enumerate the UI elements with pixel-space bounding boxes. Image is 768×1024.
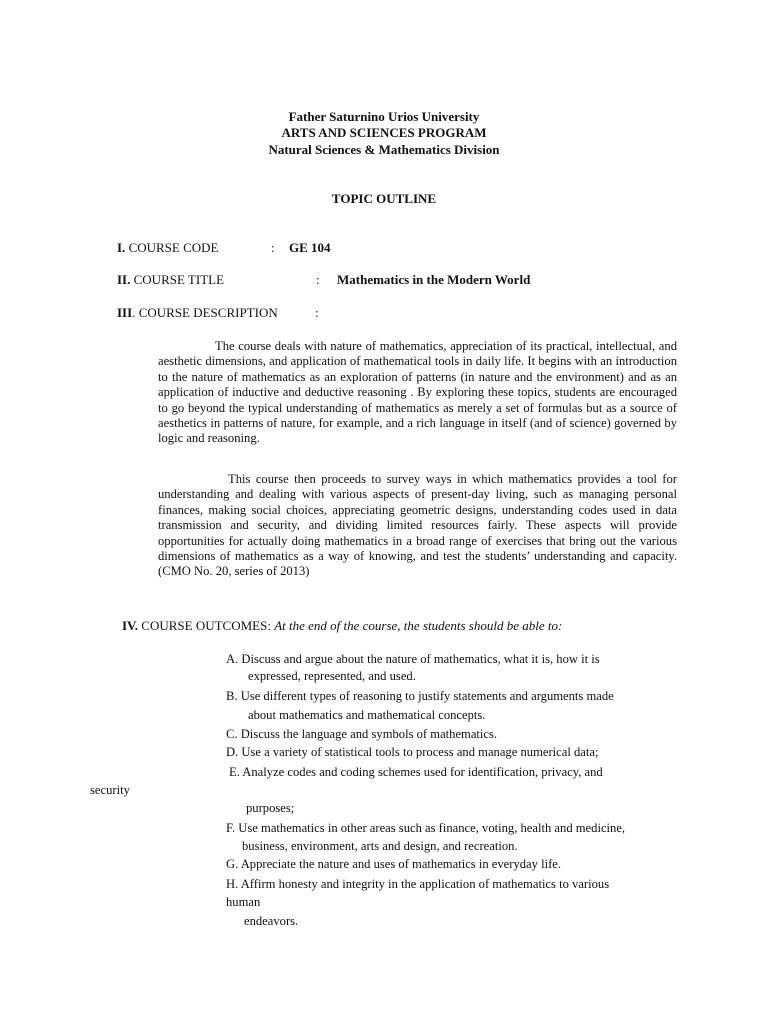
outcome-a-line-1: A. Discuss and argue about the nature of mathematics, what it is, how it is [226, 652, 600, 666]
description-paragraph-2: This course then proceeds to survey ways in which mathematics provides a tool for understanding and dealing with various aspects of present-day living, such as managing personal finances, making social choices, appreciating geometric designs, understanding codes used in data transmission and security, and dividing limited resources fairly. These aspects will provide opportunities for actually doing mathematics in a broad range of exercises that bring out the various dimensions of mathematics as a way of knowing, and test the students’ understanding and capacity. (CMO No. 20, series of 2013) [158, 472, 677, 579]
outcome-h-line-1: H. Affirm honesty and integrity in the application of mathematics to various [226, 877, 610, 891]
program-name: ARTS AND SCIENCES PROGRAM [281, 125, 487, 140]
university-name: Father Saturnino Urios University [288, 109, 480, 124]
course-outcomes-number: IV. [122, 618, 139, 633]
outcome-b-line-2: about mathematics and mathematical concepts. [248, 708, 486, 722]
course-title-separator: : [316, 272, 320, 287]
course-title-row [117, 272, 224, 288]
course-code-label: COURSE CODE [128, 240, 219, 255]
outcome-d: D. Use a variety of statistical tools to process and manage numerical data; [226, 745, 599, 759]
course-code-number: I. [117, 240, 126, 255]
outcome-e-line-3: purposes; [246, 801, 295, 815]
course-outcomes-label: COURSE OUTCOMES: [141, 618, 271, 633]
outcome-a-line-2: expressed, represented, and used. [248, 669, 416, 683]
outcome-e-line-1: E. Analyze codes and coding schemes used for identification, privacy, and [229, 765, 603, 779]
course-description-number: III [117, 305, 133, 320]
outcome-b-line-1: B. Use different types of reasoning to justify statements and arguments made [226, 689, 614, 703]
course-code-separator: : [271, 240, 275, 255]
course-title-value: Mathematics in the Modern World [337, 272, 531, 287]
outcome-f-line-2: business, environment, arts and design, and recreation. [242, 839, 518, 853]
course-description-label: . COURSE DESCRIPTION [132, 305, 278, 320]
division-name: Natural Sciences & Mathematics Division [268, 142, 500, 157]
course-code-value: GE 104 [289, 240, 331, 255]
description-paragraph-1: The course deals with nature of mathematics, appreciation of its practical, intellectual, and aesthetic dimensions, and application of mathematical tools in daily life. It begins with an introduction to the nature of mathematics as an exploration of patterns (in nature and the environment) and as an application of inductive and deductive reasoning . By exploring these topics, students are encouraged to go beyond the typical understanding of mathematics as merely a set of formulas but as a source of aesthetics in patterns of nature, for example, and a rich language in itself (and of science) governed by logic and reasoning. [158, 339, 677, 446]
course-code-row [117, 240, 219, 256]
outcome-g: G. Appreciate the nature and uses of mathematics in everyday life. [226, 857, 562, 871]
outcome-h-line-2: human [226, 895, 261, 909]
outcome-c: C. Discuss the language and symbols of mathematics. [226, 727, 498, 741]
course-outcomes-heading [122, 618, 562, 634]
course-title-label: COURSE TITLE [133, 272, 225, 287]
course-outcomes-intro: At the end of the course, the students should be able to: [274, 618, 563, 633]
outcome-h-line-3: endeavors. [244, 914, 299, 928]
outcome-e-line-2: security [90, 783, 130, 797]
course-title-number: II. [117, 272, 131, 287]
document-title: TOPIC OUTLINE [331, 191, 437, 206]
course-description-heading [117, 305, 278, 321]
outcome-f-line-1: F. Use mathematics in other areas such as finance, voting, health and medicine, [226, 821, 626, 835]
course-description-separator: : [315, 305, 319, 320]
